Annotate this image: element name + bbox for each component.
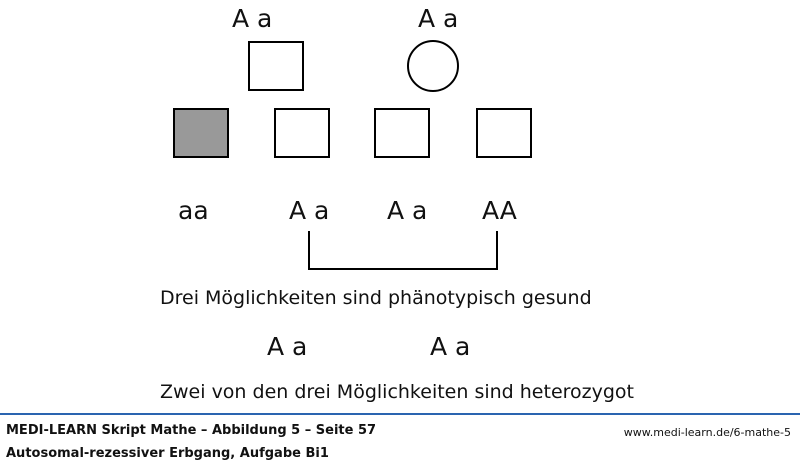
statement-healthy: Drei Möglichkeiten sind phänotypisch gesund: [160, 287, 592, 309]
child-genotype: AA: [482, 196, 517, 225]
child-genotype: A a: [387, 196, 428, 225]
heterozygous-genotype: A a: [430, 332, 471, 361]
footer-url-link[interactable]: www.medi-learn.de/6-mathe-5: [623, 426, 791, 439]
mother-genotype: A a: [418, 4, 459, 33]
father-genotype: A a: [232, 4, 273, 33]
heterozygous-genotype: A a: [267, 332, 308, 361]
footer-divider: [0, 413, 800, 415]
child-genotype: aa: [178, 196, 209, 225]
footer-title: MEDI-LEARN Skript Mathe – Abbildung 5 – Seite 57: [6, 423, 377, 438]
statement-heterozygous: Zwei von den drei Möglichkeiten sind heterozygot: [160, 381, 635, 403]
footer-subtitle: Autosomal-rezessiver Erbgang, Aufgabe Bi1: [6, 446, 329, 461]
child-genotype: A a: [289, 196, 330, 225]
